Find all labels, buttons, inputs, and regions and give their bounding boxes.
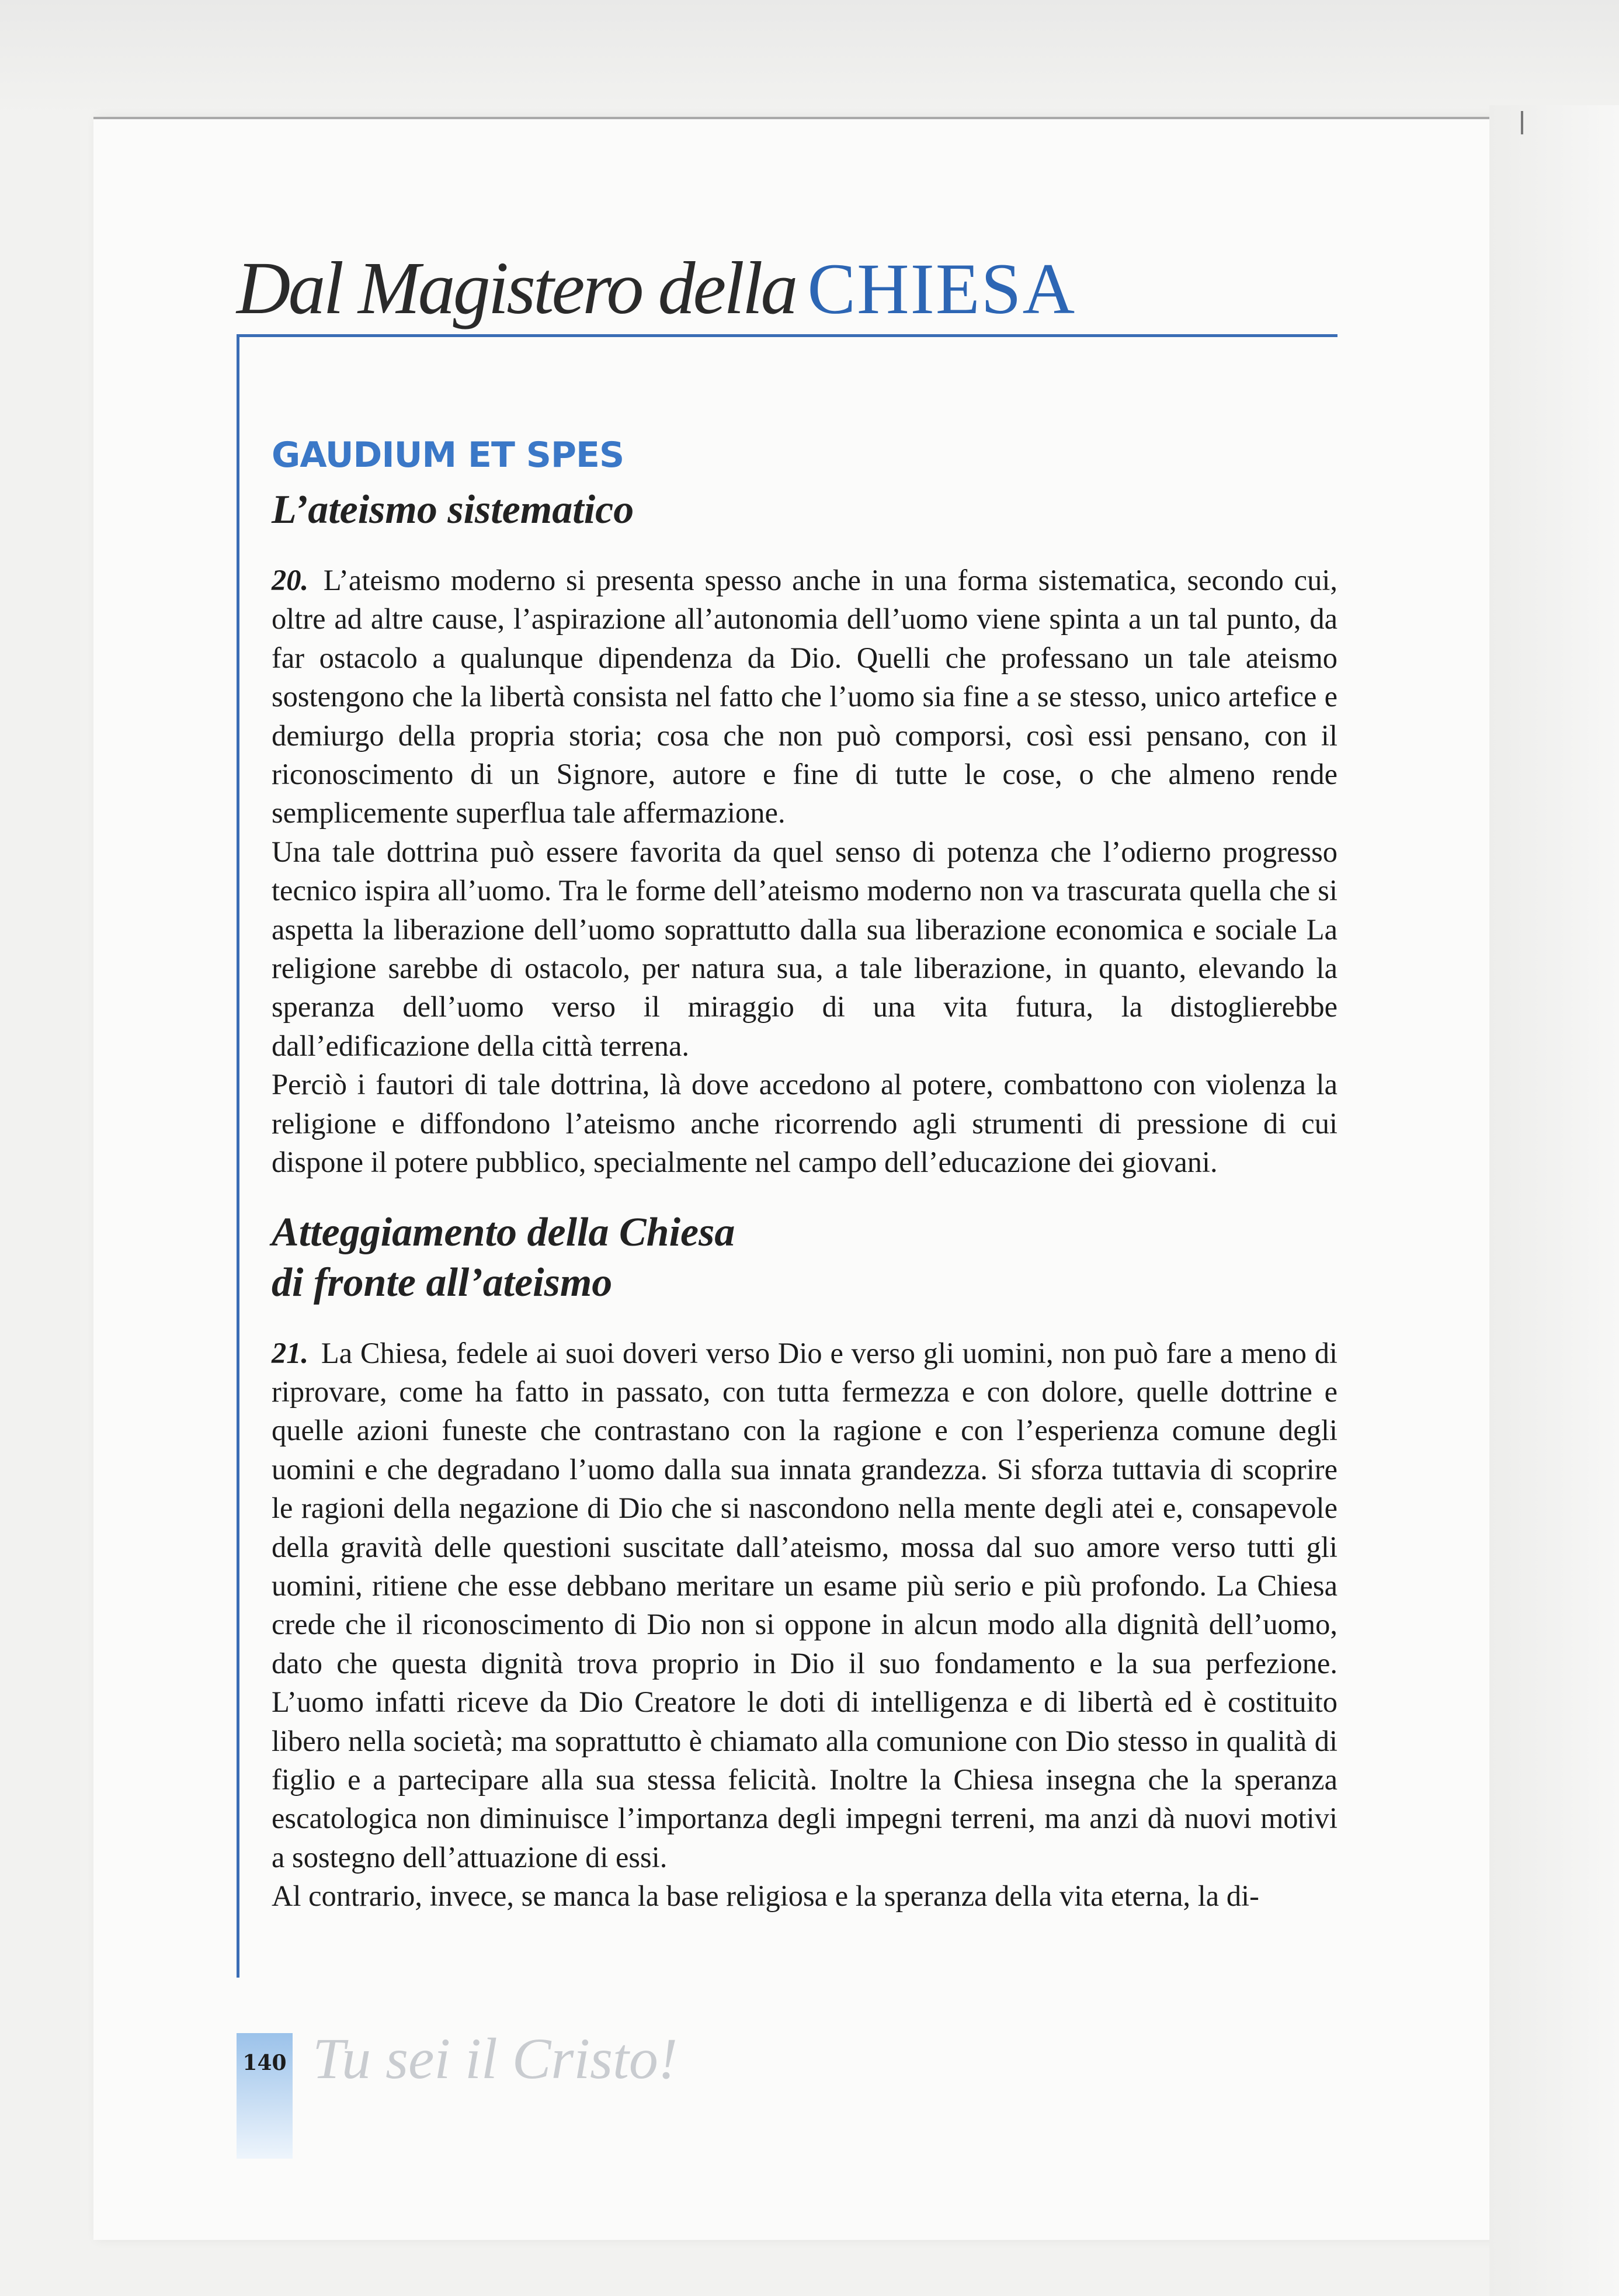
paragraph-20-continued: Una tale dottrina può essere favorita da quel senso di potenza che l’odierno progresso tecnico ispira all’uomo. Tra le forme dell’ateismo moderno non va trascurata quella che si aspetta la liberazione dell’uomo soprattutto dalla sua liberazione economica e sociale La religione sarebbe di ostacolo, per natura sua, a tale liberazione, in quanto, elevando la speranza dell’uomo verso il miraggio di una vita futura, la distoglierebbe dall’edificazione della città terrena.	[272, 835, 1337, 1062]
scan-background	[0, 0, 1619, 117]
page-corner-mark	[1521, 111, 1523, 134]
paragraph-21	[272, 1334, 1337, 1877]
paragraph-number: 20.	[272, 564, 309, 596]
page-number: 140	[242, 2051, 287, 2075]
heading-line-1: Atteggiamento della Chiesa	[272, 1209, 735, 1255]
heading-line-2: di fronte all’ateismo	[272, 1260, 613, 1305]
section-heading-ateismo-sistematico: L’ateismo sistematico	[272, 487, 634, 532]
document-title: GAUDIUM ET SPES	[272, 435, 624, 476]
footer-book-title: Tu sei il Cristo!	[312, 2026, 678, 2091]
paragraph-21-continued: Al contrario, invece, se manca la base religiosa e la speranza della vita eterna, la di-	[272, 1879, 1259, 1913]
page-fold-shadow	[1489, 105, 1619, 2296]
paragraph-20	[272, 561, 1337, 833]
title-caps: CHIESA	[807, 249, 1076, 329]
title-italic: Dal Magistero della	[237, 247, 796, 330]
title-underline-rule	[237, 334, 1337, 337]
section-heading-atteggiamento-chiesa	[272, 1208, 1337, 1308]
paragraph-text: La Chiesa, fedele ai suoi doveri verso Dio e verso gli uomini, non può fare a meno di riprovare, come ha fatto in passato, con tutta fermezza e con dolore, quelle dottrine e quelle azioni funeste che contrastano con la ragione e con l’esperienza comune degli uomini e che degradano l’uomo dalla sua innata grandezza. Si sforza tuttavia di scoprire le ragioni della negazione di Dio che si nascondono nella mente degli atei e, consapevole della gravità delle questioni suscitate dall’ateismo, mossa dal suo amore verso tutti gli uomini, ritiene che esse debbano meritare un esame più serio e più profondo. La Chiesa crede che il riconoscimento di Dio non si oppone in alcun modo alla dignità dell’uomo, dato che questa dignità trova proprio in Dio il suo fondamento e la sua perfezione. L’uomo infatti riceve da Dio Creatore le doti di intelligenza e di libertà ed è costituito libero nella società; ma soprattutto è chiamato alla comunione con Dio stesso in qualità di figlio e a partecipare alla sua stessa felicità. Inoltre la Chiesa insegna che la speranza escatologica non diminuisce l’importanza degli impegni terreni, ma anzi dà nuovi motivi a sostegno dell’attuazione di essi.	[272, 1336, 1337, 1874]
paragraph-text: L’ateismo moderno si presenta spesso anche in una forma sistematica, secondo cui, oltre ad altre cause, l’aspirazione all’autonomia dell’uomo viene spinta a un tal punto, da far ostacolo a qualunque dipendenza da Dio. Quelli che professano un tale ateismo sostengono che la libertà consista nel fatto che l’uomo sia fine a se stesso, unico artefice e demiurgo della propria storia; cosa che non può comporsi, così essi pensano, con il riconoscimento di un Signore, autore e fine di tutte le cose, o che almeno rende semplicemente superflua tale affermazione.	[272, 564, 1338, 830]
paragraph-number: 21.	[272, 1336, 309, 1369]
page-title	[237, 245, 1346, 339]
left-margin-rule	[237, 334, 239, 1978]
paragraph-20-conclusion: Perciò i fautori di tale dottrina, là dove accedono al potere, combattono con violenza la religione e diffondono l’ateismo anche ricorrendo agli strumenti di pressione di cui dispone il potere pubblico, specialmente nel campo dell’educazione dei giovani.	[272, 1068, 1337, 1179]
main-text-column	[272, 432, 1337, 1916]
